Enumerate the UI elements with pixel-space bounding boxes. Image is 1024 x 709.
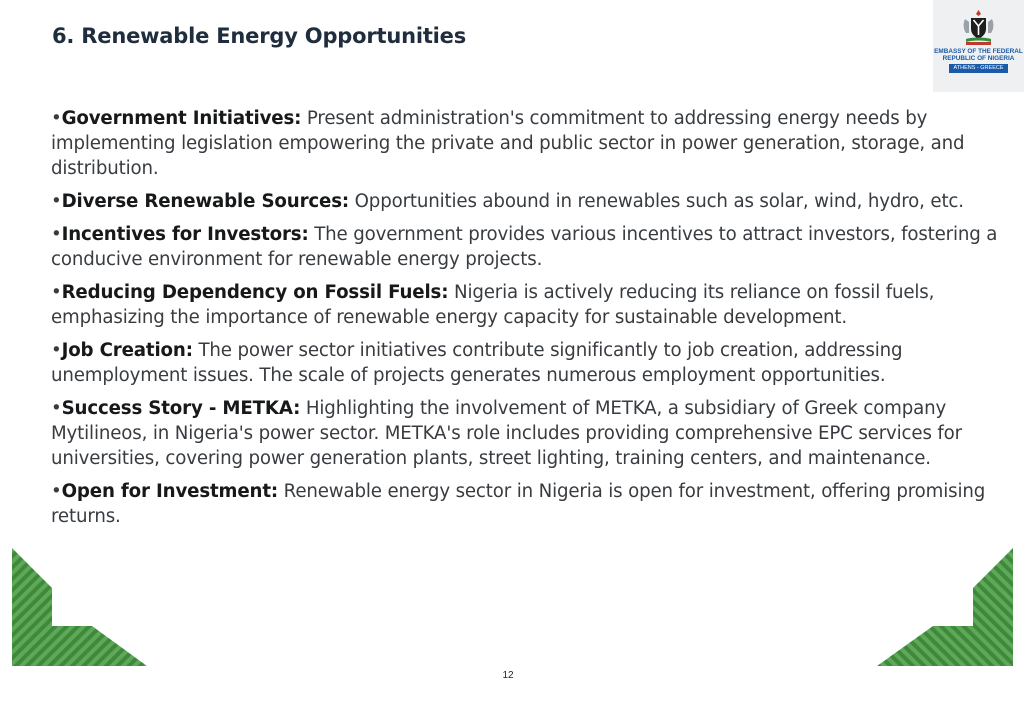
bullet-text: Renewable energy sector in Nigeria is open for investment, offering promising returns. bbox=[51, 481, 986, 527]
bullet-text: Highlighting the involvement of METKA, a subsidiary of Greek company Mytilineos, in Nigeria's power sector. METKA's role includes providing comprehensive EPC services for universities, covering power generation plants, street lighting, training centers, and maintenance. bbox=[51, 398, 962, 469]
bullet-item bbox=[51, 222, 1006, 272]
bullet-marker: • bbox=[51, 340, 62, 361]
bullet-item bbox=[51, 189, 1006, 214]
bullet-item bbox=[51, 338, 1006, 388]
bullet-marker: • bbox=[51, 108, 62, 129]
embassy-logo bbox=[933, 0, 1024, 92]
bullet-item bbox=[51, 479, 1006, 529]
bullet-heading: Reducing Dependency on Fossil Fuels: bbox=[61, 282, 449, 303]
logo-line-1: EMBASSY OF THE FEDERAL bbox=[934, 48, 1023, 55]
bullet-item bbox=[51, 280, 1006, 330]
bullet-heading: Incentives for Investors: bbox=[61, 224, 309, 245]
bullet-heading: Government Initiatives: bbox=[61, 108, 302, 129]
logo-line-2: REPUBLIC OF NIGERIA bbox=[942, 55, 1015, 62]
corner-decoration-left bbox=[12, 548, 147, 666]
bullet-item bbox=[51, 106, 1006, 181]
coat-of-arms-icon bbox=[960, 9, 997, 47]
bullet-heading: Open for Investment: bbox=[61, 481, 279, 502]
slide-title: 6. Renewable Energy Opportunities bbox=[52, 24, 467, 48]
bullet-text: Nigeria is actively reducing its reliance on fossil fuels, emphasizing the importance of renewable energy capacity for sustainable development. bbox=[51, 282, 935, 328]
bullet-marker: • bbox=[51, 481, 62, 502]
bullet-text: The government provides various incentives to attract investors, fostering a conducive environment for renewable energy projects. bbox=[51, 224, 998, 270]
bullet-text: Opportunities abound in renewables such as solar, wind, hydro, etc. bbox=[349, 191, 964, 212]
bullet-marker: • bbox=[51, 191, 62, 212]
logo-location-tag: ATHENS - GREECE bbox=[949, 64, 1008, 73]
bullet-marker: • bbox=[51, 282, 62, 303]
bullet-heading: Success Story - METKA: bbox=[61, 398, 301, 419]
bullet-text: The power sector initiatives contribute significantly to job creation, addressing unemployment issues. The scale of projects generates numerous employment opportunities. bbox=[51, 340, 903, 386]
page-number: 12 bbox=[502, 670, 514, 681]
bullet-item bbox=[51, 396, 1006, 471]
bullet-heading: Diverse Renewable Sources: bbox=[61, 191, 350, 212]
bullet-text: Present administration's commitment to addressing energy needs by implementing legislation empowering the private and public sector in power generation, storage, and distribution. bbox=[51, 108, 965, 179]
bullet-list bbox=[51, 106, 1006, 537]
corner-decoration-right bbox=[877, 548, 1013, 666]
bullet-heading: Job Creation: bbox=[61, 340, 193, 361]
bullet-marker: • bbox=[51, 398, 62, 419]
bullet-marker: • bbox=[51, 224, 62, 245]
